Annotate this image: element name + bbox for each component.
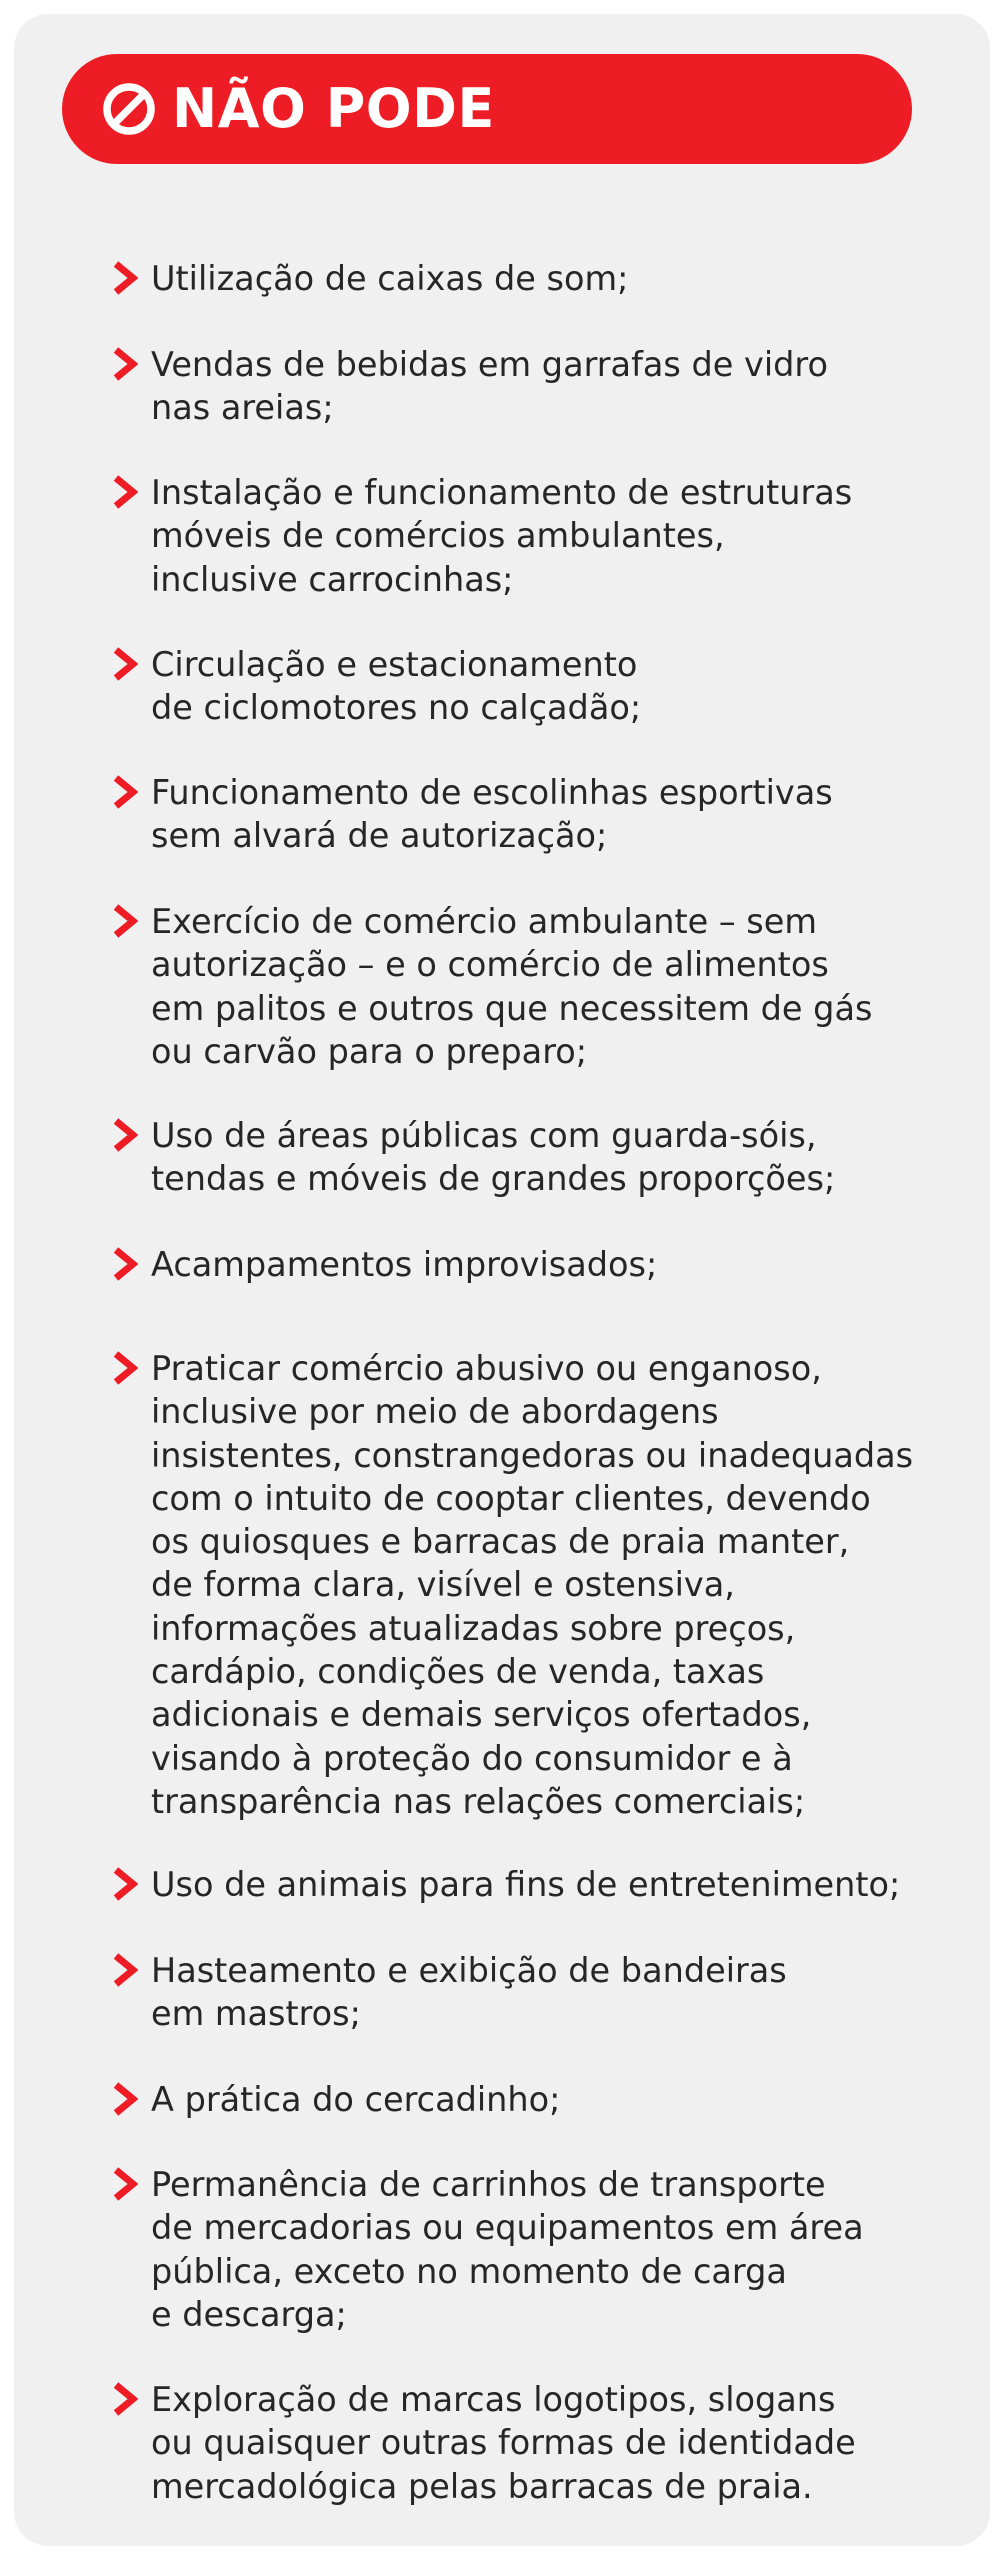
- chevron-right-icon: [112, 261, 138, 295]
- list-item-text: Praticar comércio abusivo ou enganoso, inclusive por meio de abordagens insistentes, constrangedoras ou inadequadas com o intuito de cooptar clientes, devendo os quiosques e barracas de praia manter, de forma clara, visível e ostensiva, informações atualizadas sobre preços, cardápio, condições de venda, taxas adicionais e demais serviços ofertados, visando à proteção do consumidor e à transparência nas relações comerciais;: [151, 1349, 914, 1821]
- header-banner: [62, 54, 912, 164]
- chevron-right-icon: [112, 1247, 138, 1281]
- list-item-text: Instalação e funcionamento de estruturas móveis de comércios ambulantes, inclusive carrocinhas;: [151, 473, 853, 599]
- chevron-right-icon: [112, 347, 138, 381]
- list-item-text: Uso de áreas públicas com guarda-sóis, tendas e móveis de grandes proporções;: [151, 1116, 836, 1199]
- list-item-text: Exercício de comércio ambulante – sem autorização – e o comércio de alimentos em palitos e outros que necessitem de gás ou carvão para o preparo;: [151, 902, 873, 1071]
- chevron-right-icon: [112, 1867, 138, 1901]
- chevron-right-icon: [112, 1351, 138, 1385]
- chevron-right-icon: [112, 904, 138, 938]
- list-item-text: Acampamentos improvisados;: [151, 1245, 658, 1284]
- chevron-right-icon: [112, 775, 138, 809]
- chevron-right-icon: [112, 2382, 138, 2416]
- list-item-text: Utilização de caixas de som;: [151, 259, 629, 298]
- chevron-right-icon: [112, 1118, 138, 1152]
- list-item-text: Exploração de marcas logotipos, slogans ou quaisquer outras formas de identidade mercadológica pelas barracas de praia.: [151, 2380, 856, 2506]
- list-item-text: Uso de animais para fins de entretenimento;: [151, 1865, 901, 1904]
- list-item-text: Circulação e estacionamento de ciclomotores no calçadão;: [151, 645, 642, 728]
- chevron-right-icon: [112, 475, 138, 509]
- page-title: NÃO PODE: [172, 77, 495, 140]
- chevron-right-icon: [112, 2167, 138, 2201]
- list-item-text: Hasteamento e exibição de bandeiras em mastros;: [151, 1951, 787, 2034]
- list-item-text: Funcionamento de escolinhas esportivas sem alvará de autorização;: [151, 773, 833, 856]
- prohibited-icon: [100, 80, 158, 138]
- list-item-text: A prática do cercadinho;: [151, 2080, 561, 2119]
- list-item-text: Permanência de carrinhos de transporte de mercadorias ou equipamentos em área pública, exceto no momento de carga e descarga;: [151, 2165, 864, 2334]
- chevron-right-icon: [112, 2082, 138, 2116]
- list-item-text: Vendas de bebidas em garrafas de vidro nas areias;: [151, 345, 828, 428]
- chevron-right-icon: [112, 1953, 138, 1987]
- chevron-right-icon: [112, 647, 138, 681]
